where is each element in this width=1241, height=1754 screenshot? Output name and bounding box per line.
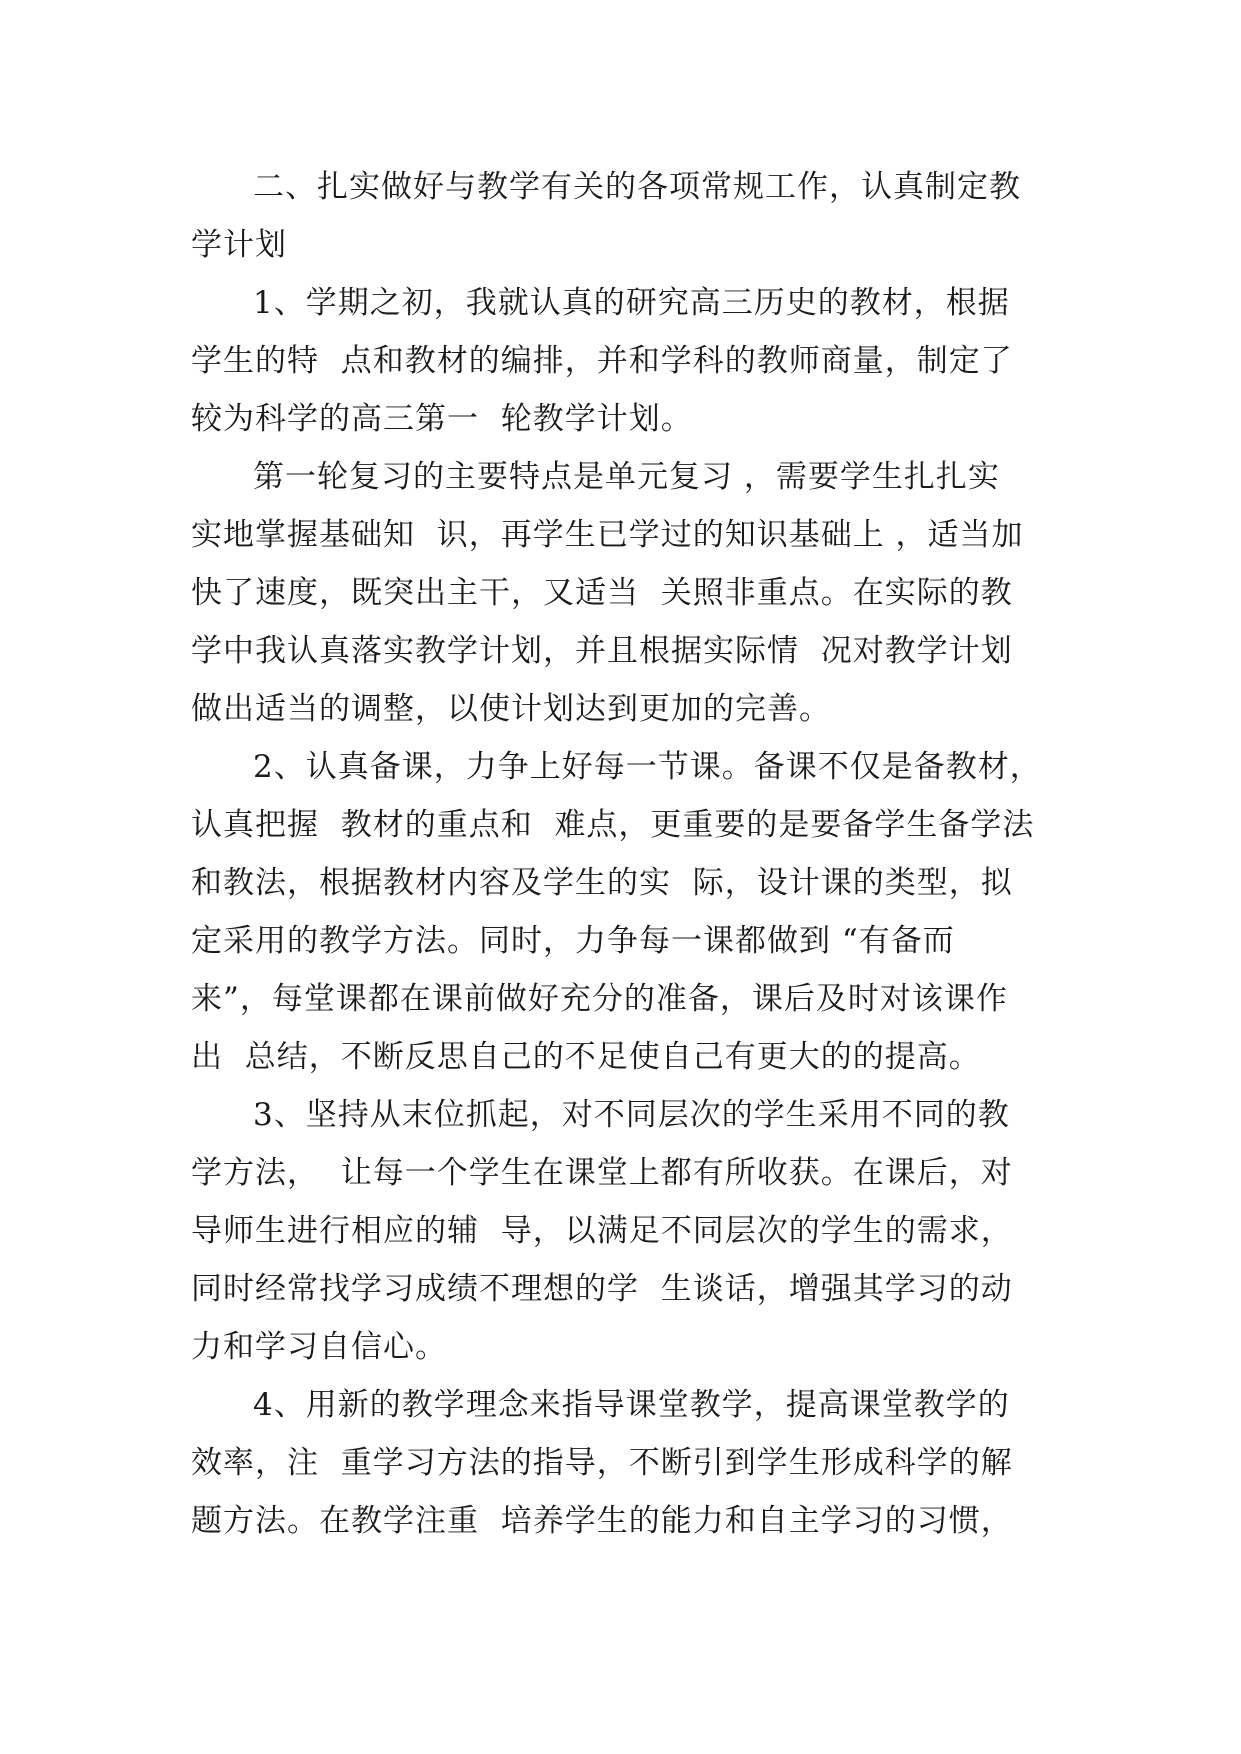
body-text xyxy=(191,158,1051,1550)
text-line: 题方法。在教学注重 培养学生的能力和自主学习的习惯， xyxy=(191,1503,1013,1539)
text-line: 学中我认真落实教学计划，并且根据实际情 况对教学计划 xyxy=(191,633,1013,669)
text-line: 效率，注 重学习方法的指导，不断引到学生形成科学的解 xyxy=(191,1445,1013,1481)
text-line: 认真把握 教材的重点和 难点，更重要的是要备学生备学法 xyxy=(191,807,1035,843)
text-line: 学生的特 点和教材的编排，并和学科的教师商量，制定了 xyxy=(191,343,1013,379)
text-line: 实地掌握基础知 识，再学生已学过的知识基础上 ，适当加 xyxy=(191,517,1024,553)
paragraph-first-line: 第一轮复习的主要特点是单元复习 ，需要学生扎扎实 xyxy=(253,459,1000,495)
text-line: 和教法，根据教材内容及学生的实 际，设计课的类型，拟 xyxy=(191,865,1013,901)
text-line: 学方法， 让每一个学生在课堂上都有所收获。在课后，对 xyxy=(191,1155,1013,1191)
paragraph-first-line: 1、学期之初，我就认真的研究高三历史的教材，根据 xyxy=(253,285,1010,321)
paragraph-first-line: 4、用新的教学理念来指导课堂教学，提高课堂教学的 xyxy=(253,1387,1010,1423)
text-line: 出 总结，不断反思自己的不足使自己有更大的的提高。 xyxy=(191,1039,981,1075)
text-line: 来”，每堂课都在课前做好充分的准备，课后及时对该课作 xyxy=(191,981,1008,1017)
paragraph-first-line: 3、坚持从末位抓起，对不同层次的学生采用不同的教 xyxy=(253,1097,1010,1133)
text-line: 学计划 xyxy=(191,227,287,263)
text-line: 快了速度，既突出主干，又适当 关照非重点。在实际的教 xyxy=(191,575,1013,611)
text-line: 做出适当的调整，以使计划达到更加的完善。 xyxy=(191,691,831,727)
text-line: 定采用的教学方法。同时，力争每一课都做到 “有备而 xyxy=(191,923,955,959)
text-line: 较为科学的高三第一 轮教学计划。 xyxy=(191,401,693,437)
text-line: 力和学习自信心。 xyxy=(191,1329,447,1365)
paragraph-first-line: 2、认真备课，力争上好每一节课。备课不仅是备教材， xyxy=(253,749,1042,785)
text-line: 同时经常找学习成绩不理想的学 生谈话，增强其学习的动 xyxy=(191,1271,1013,1307)
text-line: 导师生进行相应的辅 导，以满足不同层次的学生的需求， xyxy=(191,1213,1013,1249)
paragraph-first-line: 二、扎实做好与教学有关的各项常规工作，认真制定教 xyxy=(253,169,1021,205)
